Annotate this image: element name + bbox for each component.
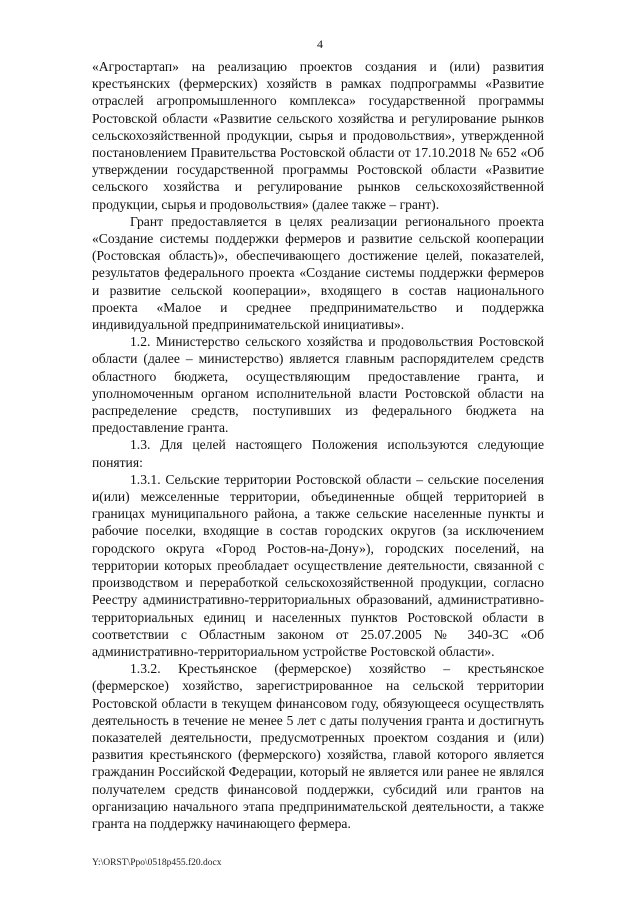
paragraph-grant-purpose: Грант предоставляется в целях реализации регионального проекта «Создание системы поддержки фермеров и развитие сельской кооперации (Ростовская область)», обеспечивающего достижение целей, показателей, результатов федерального проекта «Создание системы поддержки фермеров и развитие сельской кооперации», входящего в состав национального проекта «Малое и среднее предпринимательство и поддержка индивидуальной предпринимательской инициативы». [92,213,544,333]
paragraph-1-3: 1.3. Для целей настоящего Положения используются следующие понятия: [92,437,544,470]
paragraph-continuation: «Агростартап» на реализацию проектов создания и (или) развития крестьянских (фермерских) хозяйств в рамках подпрограммы «Развитие отраслей агропромышленного комплекса» государственной программы Ростовской области «Развитие сельского хозяйства и регулирование рынков сельскохозяйственной продукции, сырья и продовольствия», утвержденной постановлением Правительства Ростовской области от 17.10.2018 № 652 «Об утверждении государственной программы Ростовской области «Развитие сельского хозяйства и регулирование рынков сельскохозяйственной продукции, сырья и продовольствия» (далее также – грант). [92,59,544,212]
paragraph-1-2: 1.2. Министерство сельского хозяйства и продовольствия Ростовской области (далее – министерство) является главным распорядителем средств областного бюджета, осуществляющим предоставление гранта, и уполномоченным органом исполнительной власти Ростовской области на распределение средств, поступивших из федерального бюджета на предоставление гранта. [92,334,544,436]
paragraph-1-3-2: 1.3.2. Крестьянское (фермерское) хозяйство – крестьянское (фермерское) хозяйство, зарегистрированное на сельской территории Ростовской области в текущем финансовом году, обязующееся осуществлять деятельность в течение не менее 5 лет с даты получения гранта и достигнуть показателей деятельности, предусмотренных проектом создания и (или) развития крестьянского (фермерского) хозяйства, главой которого является гражданин Российской Федерации, который не является или ранее не являлся получателем средств финансовой поддержки, субсидий или грантов на организацию начального этапа предпринимательской деятельности, а также гранта на поддержку начинающего фермера. [92,661,544,831]
document-body [92,58,544,832]
page-number: 4 [317,37,323,51]
footer-file-path: Y:\ORST\Ppo\0518p455.f20.docx [92,858,222,868]
paragraph-1-3-1: 1.3.1. Сельские территории Ростовской области – сельские поселения и(или) межселенные территории, объединенные общей территорией в границах муниципального района, а также сельские населенные пункты и рабочие поселки, входящие в состав городских округов (за исключением городского округа «Город Ростов-на-Дону»), городских поселений, на территории которых преобладает осуществление деятельности, связанной с производством и переработкой сельскохозяйственной продукции, согласно Реестру административно-территориальных образований, административно-территориальных единиц и населенных пунктов Ростовской области в соответствии с Областным законом от 25.07.2005 № 340-ЗС «Об административно-территориальном устройстве Ростовской области». [92,471,544,659]
